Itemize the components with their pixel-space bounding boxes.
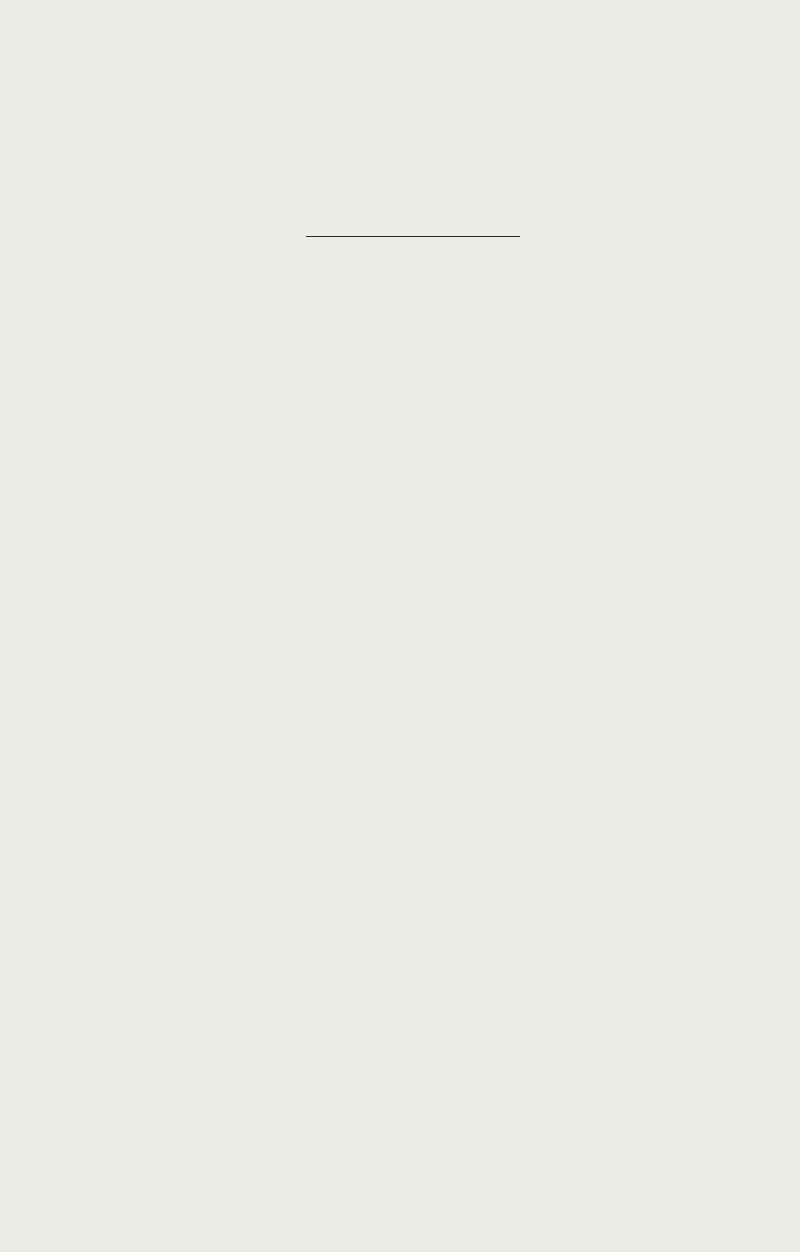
- running-head: [0, 22, 800, 42]
- separator-rule: [306, 236, 520, 237]
